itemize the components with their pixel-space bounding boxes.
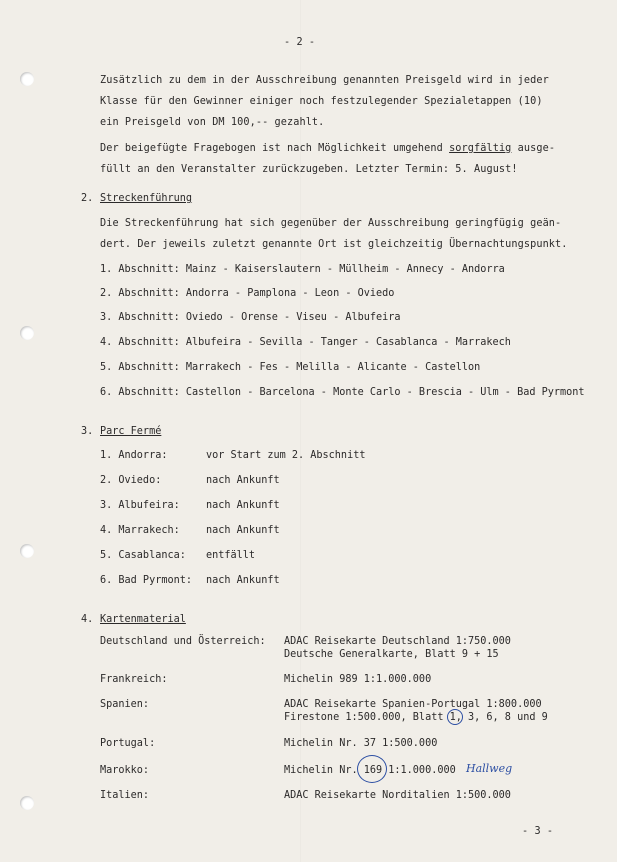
stage-5: 5. Abschnitt: Marrakech - Fes - Melilla - Alicante - Castellon <box>100 362 481 373</box>
parc-ferme-note-3: nach Ankunft <box>206 500 280 511</box>
map-country-1: Deutschland und Österreich: <box>100 636 266 647</box>
parc-ferme-place-2: 2. Oviedo: <box>100 475 162 486</box>
section-2-line-2: dert. Der jeweils zuletzt genannte Ort ist gleichzeitig Übernachtungspunkt. <box>100 239 568 250</box>
map-country-2: Frankreich: <box>100 674 168 685</box>
handwritten-note: Hallweg <box>466 762 513 775</box>
parc-ferme-place-5: 5. Casablanca: <box>100 550 186 561</box>
parc-ferme-note-2: nach Ankunft <box>206 475 280 486</box>
parc-ferme-place-3: 3. Albufeira: <box>100 500 180 511</box>
intro-line-3: ein Preisgeld von DM 100,-- gezahlt. <box>100 117 325 128</box>
section-2-line-1: Die Streckenführung hat sich gegenüber der Ausschreibung geringfügig geän- <box>100 218 562 229</box>
section-4-number: 4. <box>81 614 94 625</box>
parc-ferme-place-1: 1. Andorra: <box>100 450 168 461</box>
stage-1: 1. Abschnitt: Mainz - Kaiserslautern - Müllheim - Annecy - Andorra <box>100 264 505 275</box>
section-4-title: Kartenmaterial <box>100 614 186 625</box>
pen-circle-169 <box>357 755 387 783</box>
map-entry-2: Michelin 989 1:1.000.000 <box>284 674 432 685</box>
pen-circle-blatt-1 <box>447 709 463 725</box>
page-number-bottom: - 3 - <box>522 826 554 837</box>
intro-para2-text-c: ausge- <box>511 143 556 154</box>
map-entry-1a: ADAC Reisekarte Deutschland 1:750.000 <box>284 636 511 647</box>
stage-3: 3. Abschnitt: Oviedo - Orense - Viseu - Albufeira <box>100 312 401 323</box>
map-entry-5: Michelin Nr. 169 1:1.000.000 <box>284 765 456 776</box>
parc-ferme-note-6: nach Ankunft <box>206 575 280 586</box>
section-3-title: Parc Fermé <box>100 426 162 437</box>
map-entry-4: Michelin Nr. 37 1:500.000 <box>284 738 438 749</box>
intro-para2-line-1 <box>100 143 555 154</box>
section-2-title: Streckenführung <box>100 193 193 204</box>
section-2-number: 2. <box>81 193 94 204</box>
intro-para2-text-a: Der beigefügte Fragebogen ist nach Möglichkeit umgehend <box>100 143 450 154</box>
map-entry-3a: ADAC Reisekarte Spanien-Portugal 1:800.000 <box>284 699 542 710</box>
stage-6: 6. Abschnitt: Castellon - Barcelona - Monte Carlo - Brescia - Ulm - Bad Pyrmont <box>100 387 585 398</box>
punch-hole-bottom <box>20 796 34 810</box>
punch-hole-top <box>20 72 34 86</box>
stage-4: 4. Abschnitt: Albufeira - Sevilla - Tanger - Casablanca - Marrakech <box>100 337 511 348</box>
intro-para2-line-2: füllt an den Veranstalter zurückzugeben. Letzter Termin: 5. August! <box>100 164 518 175</box>
map-entry-1b: Deutsche Generalkarte, Blatt 9 + 15 <box>284 649 499 660</box>
stage-2: 2. Abschnitt: Andorra - Pamplona - Leon - Oviedo <box>100 288 395 299</box>
punch-hole-upper-middle <box>20 326 34 340</box>
map-country-4: Portugal: <box>100 738 156 749</box>
map-country-6: Italien: <box>100 790 150 801</box>
map-entry-6: ADAC Reisekarte Norditalien 1:500.000 <box>284 790 511 801</box>
intro-line-1: Zusätzlich zu dem in der Ausschreibung genannten Preisgeld wird in jeder <box>100 75 549 86</box>
page-fold <box>300 0 301 862</box>
parc-ferme-note-1: vor Start zum 2. Abschnitt <box>206 450 366 461</box>
intro-para2-underlined: sorgfältig <box>449 143 512 154</box>
parc-ferme-note-5: entfällt <box>206 550 256 561</box>
intro-line-2: Klasse für den Gewinner einiger noch festzulegender Spezialetappen (10) <box>100 96 543 107</box>
page-number-top: - 2 - <box>284 37 316 48</box>
punch-hole-lower-middle <box>20 544 34 558</box>
parc-ferme-place-4: 4. Marrakech: <box>100 525 180 536</box>
parc-ferme-note-4: nach Ankunft <box>206 525 280 536</box>
section-3-number: 3. <box>81 426 94 437</box>
map-entry-3b: Firestone 1:500.000, Blatt 1, 3, 6, 8 und 9 <box>284 712 548 723</box>
parc-ferme-place-6: 6. Bad Pyrmont: <box>100 575 193 586</box>
map-country-3: Spanien: <box>100 699 150 710</box>
map-country-5: Marokko: <box>100 765 150 776</box>
